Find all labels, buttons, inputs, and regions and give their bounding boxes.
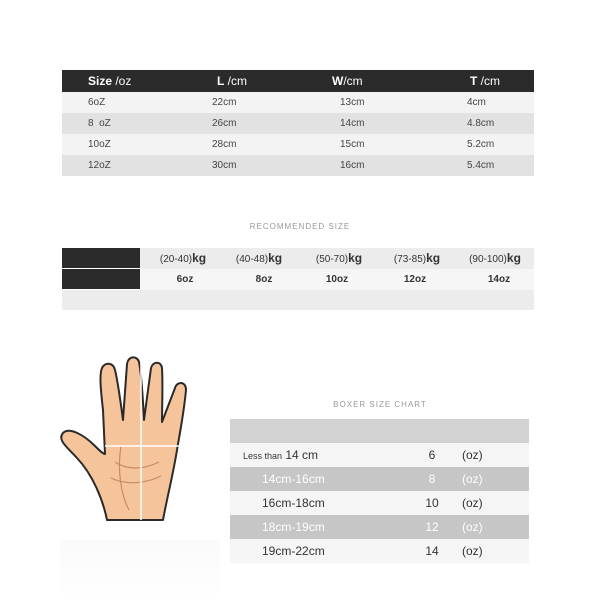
- glove-size: 6oz: [176, 274, 194, 285]
- glove-oz: 8: [428, 472, 436, 486]
- cell-length: 26cm: [212, 118, 237, 129]
- hand-range: 19cm-22cm: [262, 544, 325, 558]
- hand-range: Less than 14 cm: [243, 448, 319, 462]
- table-row: [62, 134, 534, 155]
- cell-size: 10oZ: [88, 139, 111, 150]
- glove-oz: 14: [425, 544, 439, 558]
- table-row: [62, 155, 534, 176]
- cell-width: 16cm: [340, 160, 365, 171]
- header-size: Size /oz: [88, 74, 132, 88]
- weight-range: (90-100)kg: [469, 251, 521, 265]
- cell-width: 15cm: [340, 139, 365, 150]
- table-row: [230, 515, 529, 539]
- cell-width: 14cm: [340, 118, 365, 129]
- weight-range: (40-48)kg: [235, 251, 283, 265]
- recommended-size-title: RECOMMENDED SIZE: [249, 222, 351, 231]
- oz-unit: (oz): [462, 544, 483, 558]
- rec-header-block: [62, 248, 140, 268]
- weight-range: (20-40)kg: [159, 251, 207, 265]
- oz-unit: (oz): [462, 448, 483, 462]
- cell-size: 12oZ: [88, 160, 111, 171]
- hand-measurement-icon: [55, 350, 225, 525]
- cell-size: 8 oZ: [88, 118, 111, 129]
- cell-thickness: 4cm: [467, 97, 486, 108]
- glove-size: 14oz: [487, 274, 511, 285]
- rec-header-block: [62, 269, 140, 289]
- glove-size: 10oz: [325, 274, 349, 285]
- glove-size: 12oz: [403, 274, 427, 285]
- cell-thickness: 5.2cm: [467, 139, 495, 150]
- oz-unit: (oz): [462, 472, 483, 486]
- boxer-size-table: [230, 419, 529, 563]
- cell-thickness: 5.4cm: [467, 160, 495, 171]
- header-width: W/cm: [332, 74, 363, 88]
- cell-length: 30cm: [212, 160, 237, 171]
- cell-size: 6oZ: [88, 97, 106, 108]
- glove-size-table: [62, 70, 534, 176]
- hand-range: 16cm-18cm: [262, 496, 325, 510]
- table-row: [230, 539, 529, 563]
- hand-range: 18cm-19cm: [262, 520, 325, 534]
- table-row: [62, 92, 534, 113]
- cell-width: 13cm: [340, 97, 365, 108]
- size-table-header: [62, 70, 534, 92]
- cell-length: 22cm: [212, 97, 237, 108]
- table-row: [230, 443, 529, 467]
- header-length: L /cm: [217, 74, 248, 88]
- hand-range: 14cm-16cm: [262, 472, 325, 486]
- weight-range: (73-85)kg: [393, 251, 441, 265]
- glove-oz: 6: [428, 448, 436, 462]
- glove-size: 8oz: [255, 274, 273, 285]
- recommended-size-table: [62, 248, 534, 310]
- glove-oz: 12: [425, 520, 439, 534]
- header-thickness: T /cm: [470, 74, 501, 88]
- cell-thickness: 4.8cm: [467, 118, 495, 129]
- boxer-size-chart-title: BOXER SIZE CHART: [333, 400, 427, 409]
- boxer-table-header: [230, 419, 529, 443]
- glove-oz: 10: [425, 496, 439, 510]
- table-row: [230, 467, 529, 491]
- table-row: [62, 113, 534, 134]
- cell-length: 28cm: [212, 139, 237, 150]
- oz-unit: (oz): [462, 496, 483, 510]
- hand-shadow: [60, 540, 220, 600]
- weight-range: (50-70)kg: [315, 251, 363, 265]
- table-row: [230, 491, 529, 515]
- rec-footer-row: [62, 290, 534, 310]
- oz-unit: (oz): [462, 520, 483, 534]
